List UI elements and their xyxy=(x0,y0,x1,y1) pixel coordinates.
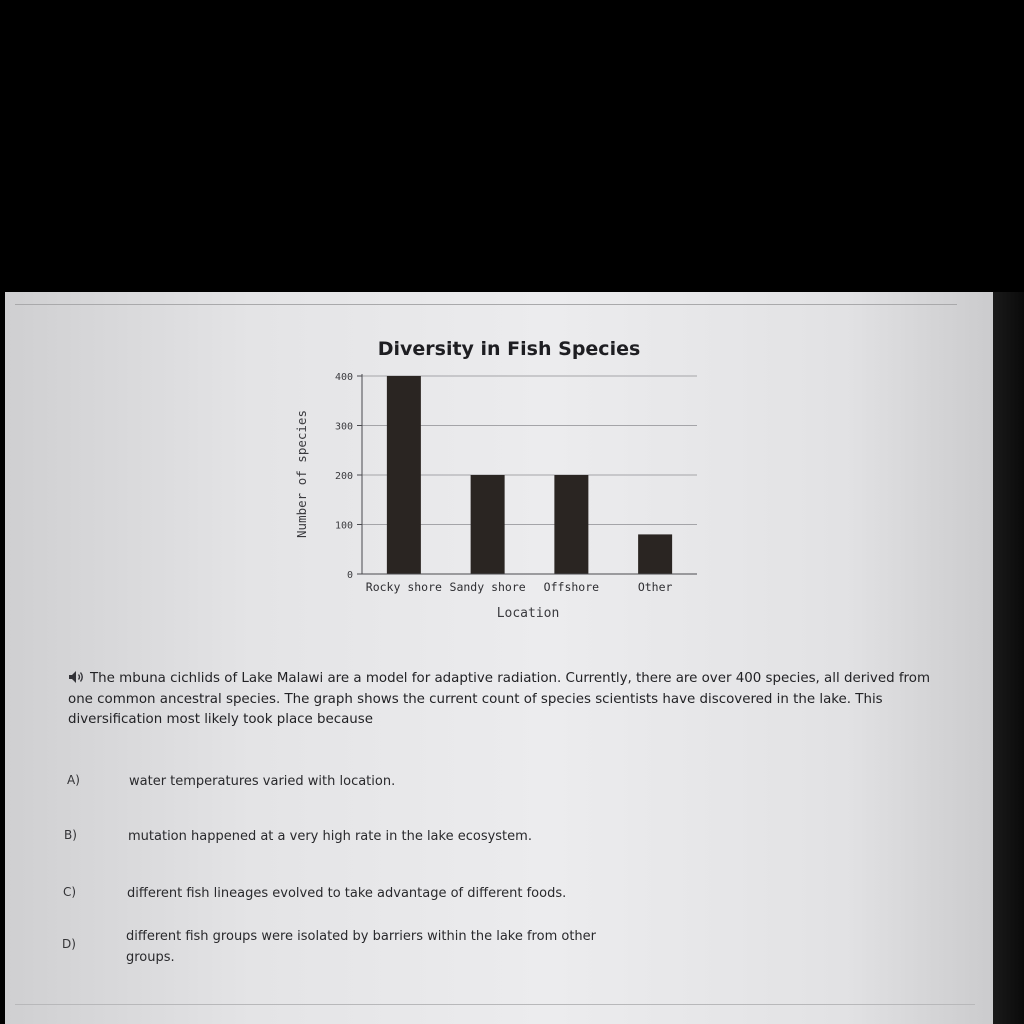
screen xyxy=(5,292,993,1024)
x-tick-label: Other xyxy=(637,580,673,594)
bottom-divider xyxy=(15,1004,975,1005)
x-tick-label: Rocky shore xyxy=(365,580,442,594)
monitor-bezel xyxy=(993,292,1024,1024)
y-tick-label: 0 xyxy=(346,570,353,581)
choice-d-letter: D) xyxy=(62,937,76,951)
choice-c-letter: C) xyxy=(63,885,77,899)
choice-a-text: water temperatures varied with location. xyxy=(129,774,396,789)
x-tick-label: Sandy shore xyxy=(449,580,526,594)
x-tick-label: Offshore xyxy=(543,580,600,594)
bar-chart xyxy=(5,292,993,652)
bar-sandy-shore xyxy=(471,475,505,574)
bar-other xyxy=(638,534,672,574)
y-tick-label: 300 xyxy=(334,421,353,433)
choice-c-text: different fish lineages evolved to take advantage of different foods. xyxy=(127,886,567,901)
y-axis-label: Number of species xyxy=(294,410,309,538)
bar-offshore xyxy=(554,475,588,574)
choice-b-text: mutation happened at a very high rate in the lake ecosystem. xyxy=(128,829,532,844)
question-text: The mbuna cichlids of Lake Malawi are a model for adaptive radiation. Currently, there are over 400 species, all derived from one common ancestral species. The graph shows the current count of species scientists have discovered in the lake. This diversification most likely took place because xyxy=(68,671,931,727)
y-tick-label: 200 xyxy=(334,471,353,482)
choice-b-letter: B) xyxy=(64,828,77,842)
choice-a-letter: A) xyxy=(67,773,80,787)
y-tick-label: 400 xyxy=(334,372,353,383)
question-block xyxy=(68,669,938,731)
x-axis-label: Location xyxy=(496,606,560,621)
y-tick-label: 100 xyxy=(334,520,353,532)
chart-title: Diversity in Fish Species xyxy=(377,338,641,360)
bar-rocky-shore xyxy=(387,376,421,574)
choice-d-text: different fish groups were isolated by barriers within the lake from other groups. xyxy=(126,929,596,965)
speaker-icon[interactable] xyxy=(68,670,86,684)
